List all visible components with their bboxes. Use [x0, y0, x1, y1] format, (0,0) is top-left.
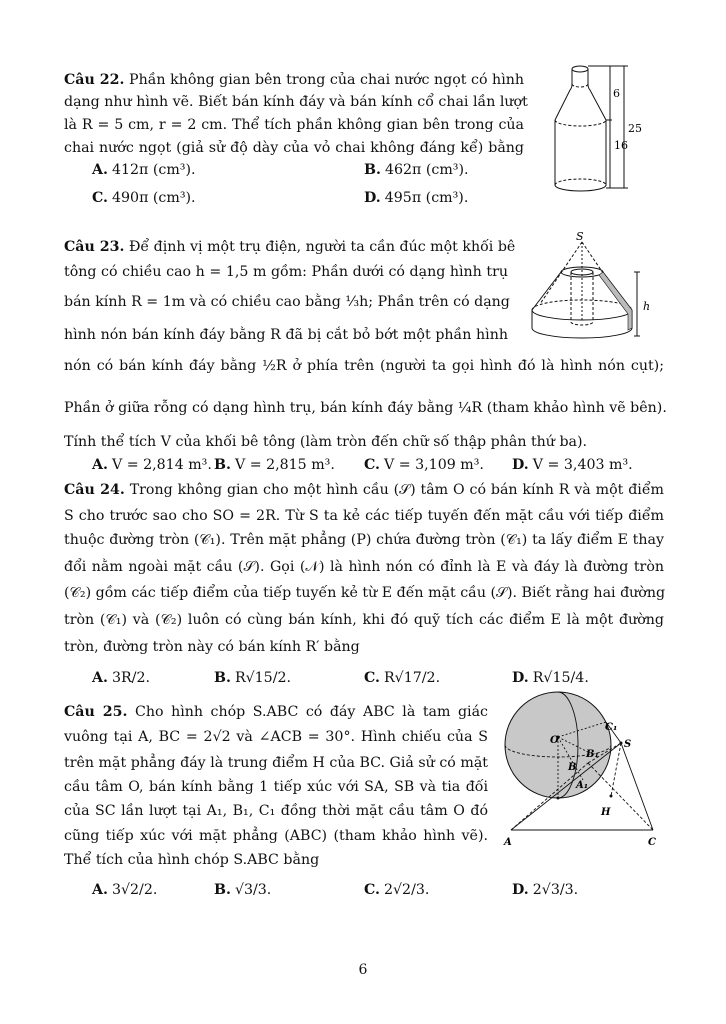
q23-line-4: hình nón bán kính đáy bằng R đã bị cắt bỏ bớt một phần hình [64, 327, 508, 343]
q24-option-a[interactable]: A. 3R/2. [92, 670, 150, 686]
label-h: H [601, 807, 611, 818]
q22-text-1: Phần không gian bên trong của chai nước ngọt có hình [129, 72, 525, 88]
q24-option-d[interactable]: D. R√15/4. [512, 670, 589, 686]
q23-line-7: Tính thể tích V của khối bê tông (làm tròn đến chữ số thập phân thứ ba). [64, 434, 588, 450]
bottle-total-label: 25 [628, 122, 642, 135]
q24-label: Câu 24. [64, 482, 125, 498]
q23-line-3: bán kính R = 1m và có chiều cao bằng ⅓h; Phần trên có dạng [64, 294, 510, 310]
q24-option-c[interactable]: C. R√17/2. [364, 670, 441, 686]
q22-line-4: chai nước ngọt (giả sử độ dày của vỏ chai không đáng kể) bằng [64, 140, 524, 156]
label-b1: B₁ [586, 749, 599, 760]
q23-option-a[interactable]: A. V = 2,814 m³. [92, 457, 212, 473]
label-a: A [504, 837, 512, 848]
label-c: C [648, 837, 656, 848]
q23-option-c[interactable]: C. V = 3,109 m³. [364, 457, 484, 473]
bottle-figure [540, 60, 665, 195]
sphere-pyramid-figure [498, 690, 670, 852]
q25-line-3: trên mặt phẳng đáy là trung điểm H của BC. Giả sử có mặt [64, 755, 488, 771]
label-s: S [624, 739, 632, 750]
height-label: h [643, 300, 651, 313]
q25-line-4: cầu tâm O, bán kính bằng 1 tiếp xúc với SA, SB và tia đối [64, 779, 488, 795]
q24-line-4: đổi nằm ngoài mặt cầu (𝒮). Gọi (𝒩) là hình nón có đỉnh là E và đáy là đường tròn [64, 559, 664, 575]
q22-option-c[interactable]: C. 490π (cm³). [92, 190, 196, 206]
q22-line-3: là R = 5 cm, r = 2 cm. Thể tích phần không gian bên trong của [64, 117, 524, 133]
q23-option-b[interactable]: B. V = 2,815 m³. [214, 457, 335, 473]
q23-line-2: tông có chiều cao h = 1,5 m gồm: Phần dưới có dạng hình trụ [64, 264, 508, 280]
q22-line-2: dạng như hình vẽ. Biết bán kính đáy và bán kính cổ chai lần lượt [64, 94, 528, 110]
label-o: O [550, 735, 559, 746]
q25-option-c[interactable]: C. 2√2/3. [364, 882, 430, 898]
label-b: B [568, 762, 577, 773]
q25-label: Câu 25. [64, 704, 128, 720]
q23-text-1: Để định vị một trụ điện, người ta cần đúc một khối bê [128, 239, 516, 255]
q25-line-1 [64, 702, 488, 722]
q23-line-5: nón có bán kính đáy bằng ½R ở phía trên (người ta gọi hình đó là hình nón cụt); [64, 358, 664, 374]
q25-text-1: Cho hình chóp S.ABC có đáy ABC là tam giác [135, 704, 489, 720]
cone-apex-label: S [576, 230, 584, 243]
page-number: 6 [358, 962, 368, 978]
q24-text-1: Trong không gian cho một hình cầu (𝒮) tâm O có bán kính R và một điểm [129, 482, 665, 498]
q22-label: Câu 22. [64, 72, 125, 88]
q24-line-6: tròn (𝒞₁) và (𝒞₂) luôn có cùng bán kính, khi đó quỹ tích các điểm E là một đường [64, 612, 664, 628]
q25-option-d[interactable]: D. 2√3/3. [512, 882, 579, 898]
concrete-block-figure [520, 230, 660, 345]
bottle-body-label: 16 [614, 139, 628, 152]
q22-option-d[interactable]: D. 495π (cm³). [364, 190, 469, 206]
q23-option-d[interactable]: D. V = 3,403 m³. [512, 457, 633, 473]
q24-line-7: tròn, đường tròn này có bán kính R′ bằng [64, 639, 360, 655]
label-c1: C₁ [605, 722, 618, 733]
q22-option-b[interactable]: B. 462π (cm³). [364, 162, 469, 178]
q25-option-a[interactable]: A. 3√2/2. [92, 882, 158, 898]
q25-option-b[interactable]: B. √3/3. [214, 882, 272, 898]
q23-line-6: Phần ở giữa rỗng có dạng hình trụ, bán kính đáy bằng ¼R (tham khảo hình vẽ bên). [64, 400, 667, 416]
bottle-neck-label: 6 [613, 87, 620, 100]
q25-line-7: Thể tích của hình chóp S.ABC bằng [64, 852, 320, 868]
q22-option-a[interactable]: A. 412π (cm³). [92, 162, 196, 178]
q24-line-1 [64, 480, 664, 500]
q23-label: Câu 23. [64, 239, 125, 255]
q24-option-b[interactable]: B. R√15/2. [214, 670, 292, 686]
label-a1: A₁ [576, 780, 589, 791]
q24-line-2: S cho trước sao cho SO = 2R. Từ S ta kẻ các tiếp tuyến đến mặt cầu với tiếp điểm [64, 508, 664, 524]
q22-line-1 [64, 70, 524, 90]
q25-line-2: vuông tại A, BC = 2√2 và ∠ACB = 30°. Hình chiếu của S [64, 729, 488, 745]
q25-line-6: cũng tiếp xúc với mặt phẳng (ABC) (tham khảo hình vẽ). [64, 828, 488, 844]
q25-line-5: của SC lần lượt tại A₁, B₁, C₁ đồng thời mặt cầu tâm O đó [64, 803, 488, 819]
q24-line-3: thuộc đường tròn (𝒞₁). Trên mặt phẳng (P) chứa đường tròn (𝒞₁) ta lấy điểm E thay [64, 532, 664, 548]
q23-line-1 [64, 237, 516, 257]
q24-line-5: (𝒞₂) gồm các tiếp điểm của tiếp tuyến kẻ từ E đến mặt cầu (𝒮). Biết rằng hai đường [64, 585, 666, 601]
